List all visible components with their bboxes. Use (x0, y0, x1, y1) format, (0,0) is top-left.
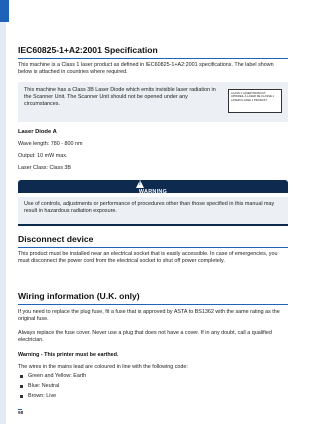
disconnect-title: Disconnect device (18, 234, 288, 248)
wiring-para-1: If you need to replace the plug fuse, fit a fuse that is approved by ASTA to BS1362 with the same rating as the original fuse. (18, 309, 280, 323)
laser-output: Output: 10 mW max. (18, 153, 68, 159)
wire-item-neutral: Blue: Neutral (28, 382, 60, 389)
warning-text: Use of controls, adjustments or performance of procedures other than those specified in this manual may result in hazardous radiation exposure. (24, 201, 275, 215)
spec-intro: This machine is a Class 1 laser product as defined in IEC60825-1+A2:2001 specifications. The label shown below is attached in countries where required. (18, 62, 274, 76)
list-item (18, 392, 288, 402)
warning-body (18, 197, 288, 224)
laser-diode-heading: Laser Diode A (18, 129, 57, 135)
spec-title: IEC60825-1+A2:2001 Specification (18, 45, 288, 59)
bullet-square-icon (20, 395, 23, 398)
label-line-3: LASER KLASSE 1 PRODUKT (231, 98, 268, 102)
warning-triangle-icon: ! (136, 180, 144, 188)
label-line-2: APPAREIL À LASER DE CLASSE 1 (231, 95, 275, 99)
warning-bottom-bar (18, 224, 288, 226)
laser-class: Laser Class: Class 3B (18, 165, 72, 171)
chapter-tab (0, 0, 9, 22)
earth-warning: Warning - This printer must be earthed. (18, 352, 119, 358)
class1-laser-label (228, 89, 282, 113)
page-number: 98 (18, 411, 24, 416)
footer-accent (18, 409, 22, 410)
disconnect-text: This product must be installed near an electrical socket that is easily accessible. In case of emergencies, you must disconnect the power cord from the electrical socket to shut off power completely. (18, 251, 278, 265)
bullet-square-icon (20, 375, 23, 378)
wiring-title: Wiring information (U.K. only) (18, 291, 288, 305)
laser-note-box (18, 82, 288, 122)
list-item (18, 372, 288, 382)
wire-item-live: Brown: Live (28, 392, 57, 399)
bullet-square-icon (20, 385, 23, 388)
laser-wavelength: Wave length: 780 - 800 nm (18, 141, 83, 147)
wiring-para-2: Always replace the fuse cover. Never use a plug that does not have a cover. If in any doubt, call a qualified electrician. (18, 330, 272, 344)
label-line-1: CLASS 1 LASER PRODUCT (231, 92, 266, 95)
side-margin-bar (0, 22, 6, 424)
warning-header (18, 180, 288, 193)
warning-title: WARNING (138, 189, 168, 195)
list-item (18, 382, 288, 392)
wire-item-earth: Green and Yellow: Earth (28, 373, 87, 379)
laser-note-text: This machine has a Class 3B Laser Diode which emits invisible laser radiation in the Scanner Unit. The Scanner Unit should not be opened under any circumstances. (24, 87, 216, 108)
wire-color-list (18, 372, 288, 401)
wiring-code-intro: The wires in the mains lead are coloured in line with the following code: (18, 364, 188, 370)
